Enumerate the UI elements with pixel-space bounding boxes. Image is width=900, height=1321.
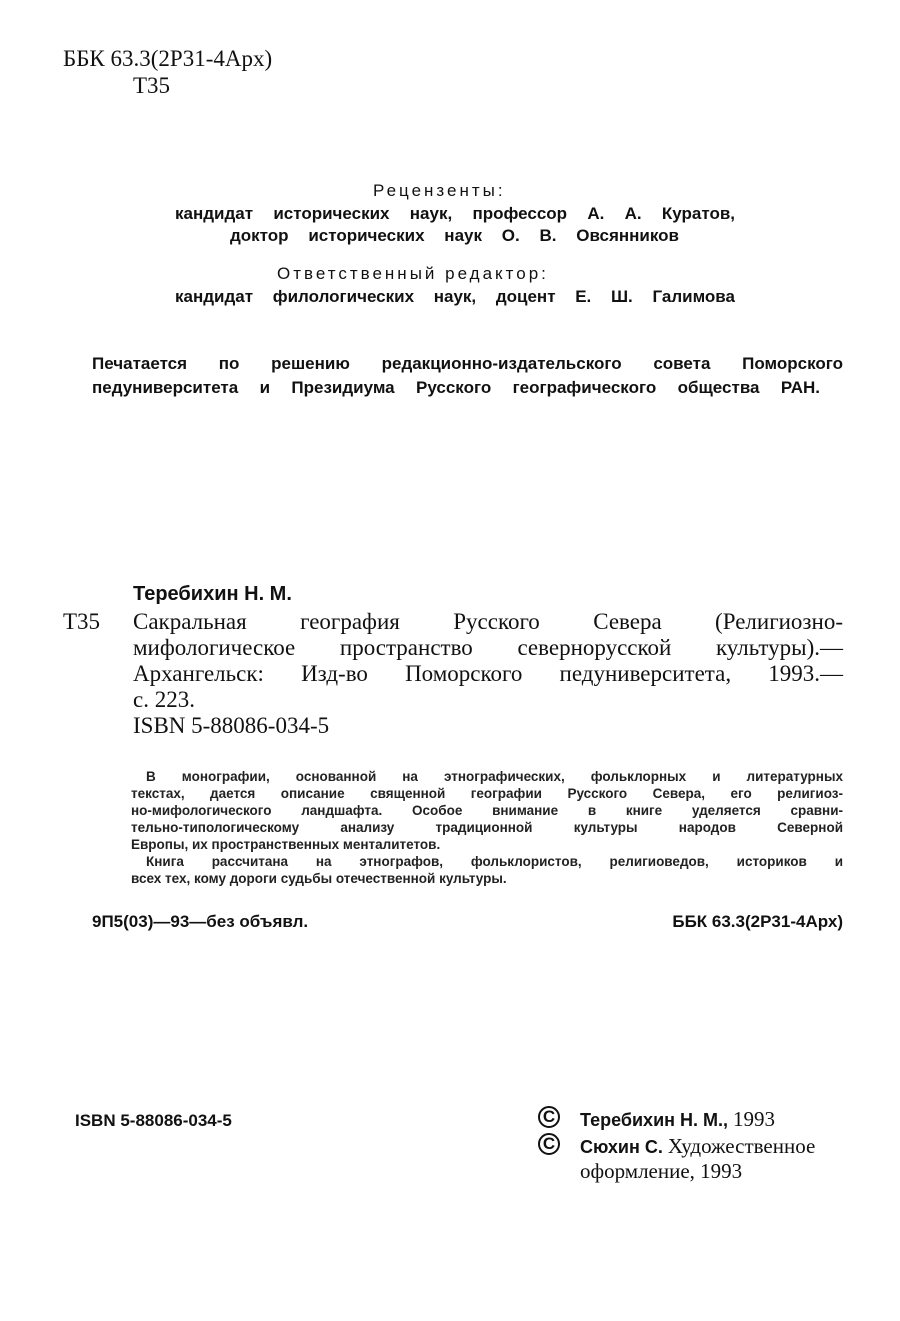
author-code: Т35 bbox=[133, 73, 171, 98]
reviewers-title: Рецензенты: bbox=[373, 181, 506, 200]
catalog-line: мифологическое пространство севернорусской культуры).— bbox=[133, 635, 843, 660]
catalog-line: Сакральная география Русского Севера (Религиозно- bbox=[133, 609, 843, 634]
bbk-header: ББК 63.3(2Р31-4Арх) bbox=[63, 46, 273, 71]
copyright-2-rest: Художественное bbox=[667, 1134, 816, 1158]
abstract-line: Книга рассчитана на этнографов, фольклористов, религиоведов, историков и bbox=[146, 854, 843, 869]
catalog-isbn: ISBN 5-88086-034-5 bbox=[133, 713, 330, 738]
copyright-icon: C bbox=[538, 1133, 560, 1155]
catalog-author: Теребихин Н. М. bbox=[133, 583, 292, 605]
catalog-line: с. 223. bbox=[133, 687, 195, 712]
copyright-1-year: 1993 bbox=[733, 1107, 776, 1131]
abstract-line: тельно-типологическому анализу традиционной культуры народов Северной bbox=[131, 820, 843, 835]
abstract-line: Европы, их пространственных менталитетов. bbox=[131, 837, 441, 852]
abstract-line: текстах, дается описание священной географии Русского Севера, его религиоз- bbox=[131, 786, 843, 801]
copyright-1-name: Теребихин Н. М., bbox=[580, 1110, 729, 1130]
reviewer-1: кандидат исторических наук, профессор А. А. Куратов, bbox=[175, 204, 735, 223]
copyright-2-line2: оформление, 1993 bbox=[580, 1159, 743, 1183]
approval-line-2: педуниверситета и Президиума Русского географического общества РАН. bbox=[92, 378, 820, 397]
bottom-isbn: ISBN 5-88086-034-5 bbox=[75, 1111, 232, 1130]
abstract-line: но-мифологического ландшафта. Особое внимание в книге уделяется сравни- bbox=[131, 803, 843, 818]
catalog-line: Архангельск: Изд-во Поморского педуниверситета, 1993.— bbox=[133, 661, 843, 686]
copyright-1 bbox=[580, 1109, 775, 1130]
approval-line-1: Печатается по решению редакционно-издательского совета Поморского bbox=[92, 354, 843, 373]
abstract-line: В монографии, основанной на этнографических, фольклорных и литературных bbox=[146, 769, 843, 784]
footer-bbk: ББК 63.3(2Р31-4Арх) bbox=[672, 912, 843, 931]
copyright-2-name: Сюхин С. bbox=[580, 1137, 663, 1157]
publication-index: 9П5(03)—93—без объявл. bbox=[92, 912, 309, 931]
copyright-icon: C bbox=[538, 1106, 560, 1128]
copyright-2 bbox=[580, 1136, 815, 1157]
catalog-code: Т35 bbox=[63, 609, 101, 634]
reviewer-2: доктор исторических наук О. В. Овсянников bbox=[230, 226, 679, 245]
editor-title: Ответственный редактор: bbox=[277, 264, 549, 283]
abstract-line: всех тех, кому дороги судьбы отечественной культуры. bbox=[131, 871, 507, 886]
editor-name: кандидат филологических наук, доцент Е. Ш. Галимова bbox=[175, 287, 735, 306]
